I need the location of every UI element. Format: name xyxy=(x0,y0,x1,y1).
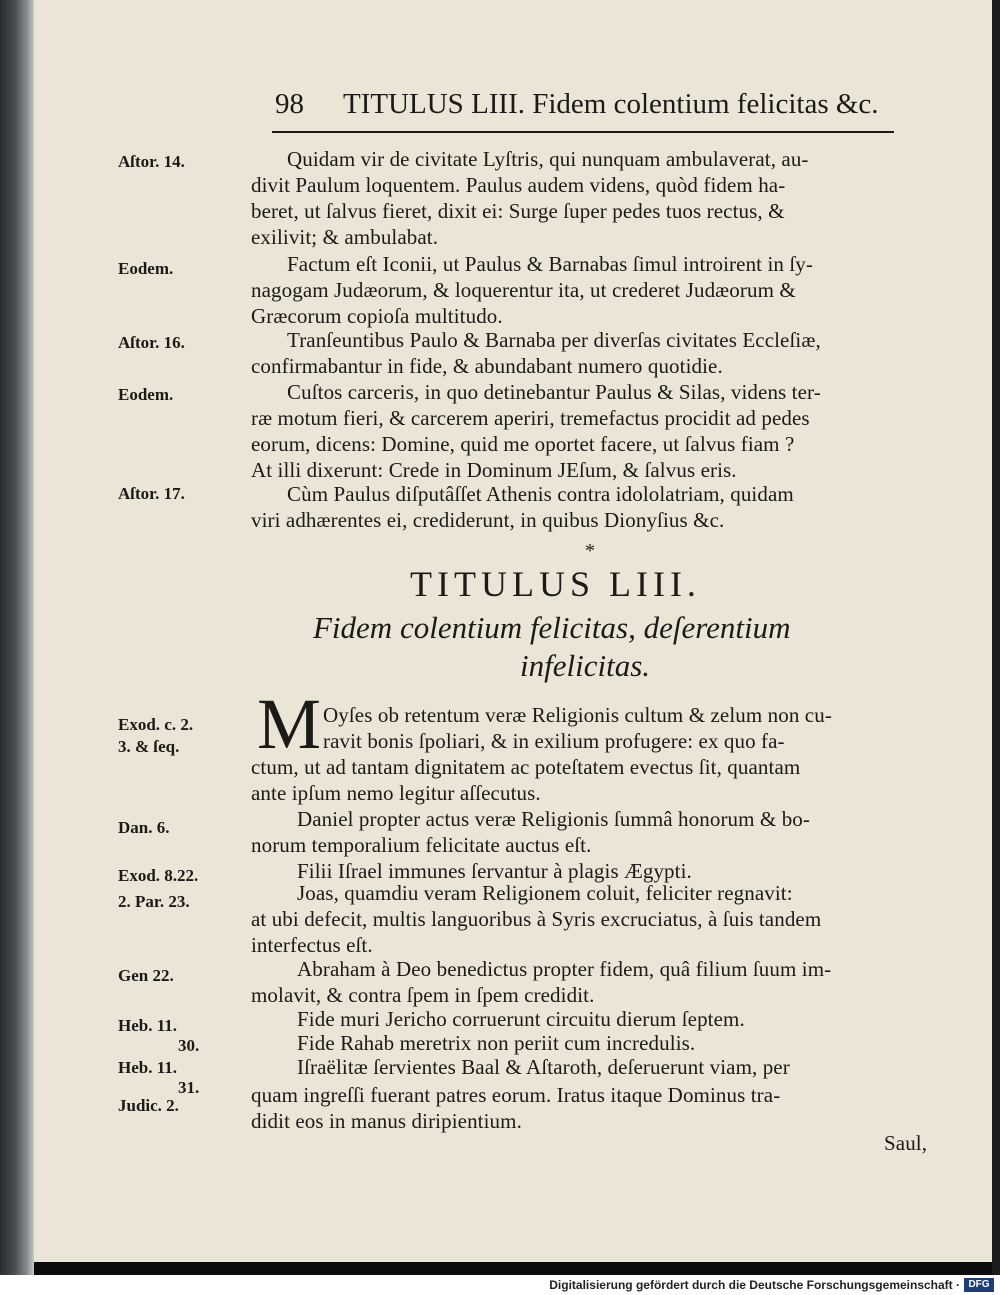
text-line: nagogam Judæorum, & loquerentur ita, ut crederet Judæorum & xyxy=(251,278,796,302)
text-line: divit Paulum loquentem. Paulus audem videns, quòd fidem ha- xyxy=(251,173,786,197)
text-line: norum temporalium felicitate auctus eſt. xyxy=(251,833,592,857)
text-line: molavit, & contra ſpem in ſpem credidit. xyxy=(251,983,595,1007)
page-right-edge xyxy=(992,0,1000,1275)
text-line: beret, ut ſalvus fieret, dixit ei: Surge ſuper pedes tuos rectus, & xyxy=(251,199,785,223)
text-line: ræ motum fieri, & carcerem aperiri, tremefactus procidit ad pedes xyxy=(251,406,810,430)
margin-reference: Dan. 6. xyxy=(118,818,170,837)
margin-reference: Aſtor. 17. xyxy=(118,484,185,503)
footer-bar xyxy=(0,1275,1000,1295)
text-line: didit eos in manus diripientium. xyxy=(251,1109,522,1133)
text-line: Fide Rahab meretrix non periit cum incredulis. xyxy=(297,1031,696,1055)
text-line: Oyſes ob retentum veræ Religionis cultum & zelum non cu- xyxy=(323,703,832,727)
header-rule xyxy=(272,131,894,133)
text-line: Græcorum copioſa multitudo. xyxy=(251,304,503,328)
footer-funding-text: Digitalisierung gefördert durch die Deutsche Forschungsgemeinschaft · xyxy=(549,1278,960,1292)
text-line: Iſraëlitæ ſervientes Baal & Aſtaroth, deſeruerunt viam, per xyxy=(297,1055,790,1079)
margin-reference: Gen 22. xyxy=(118,966,174,985)
text-line: At illi dixerunt: Crede in Dominum JEſum, & ſalvus eris. xyxy=(251,458,737,482)
text-line: viri adhærentes ei, crediderunt, in quibus Dionyſius &c. xyxy=(251,508,725,532)
section-title: TITULUS LIII. xyxy=(410,564,701,604)
margin-reference: Heb. 11. xyxy=(118,1058,178,1077)
text-line: Daniel propter actus veræ Religionis ſummâ honorum & bo- xyxy=(297,807,811,831)
text-line: Factum eſt Iconii, ut Paulus & Barnabas ſimul introirent in ſy- xyxy=(287,252,813,276)
margin-reference: Exod. c. 2. xyxy=(118,715,194,734)
text-line: ravit bonis ſpoliari, & in exilium profugere: ex quo fa- xyxy=(323,729,785,753)
text-line: Cuſtos carceris, in quo detinebantur Paulus & Silas, videns ter- xyxy=(287,380,821,404)
text-line: Abraham à Deo benedictus propter fidem, quâ filium ſuum im- xyxy=(297,957,832,981)
text-line: exilivit; & ambulabat. xyxy=(251,225,439,249)
title-asterisk: * xyxy=(585,540,595,562)
catchword: Saul, xyxy=(884,1131,928,1155)
text-line: confirmabantur in fide, & abundabant numero quotidie. xyxy=(251,354,723,378)
text-line: Cùm Paulus diſputâſſet Athenis contra idololatriam, quidam xyxy=(287,482,794,506)
dfg-logo-icon: DFG xyxy=(964,1278,994,1292)
margin-reference: Judic. 2. xyxy=(118,1096,179,1115)
text-line: Tranſeuntibus Paulo & Barnaba per diverſas civitates Eccleſiæ, xyxy=(287,328,821,352)
text-line: Quidam vir de civitate Lyſtris, qui nunquam ambulaverat, au- xyxy=(287,147,809,171)
page-number: 98 xyxy=(275,88,304,120)
text-line: quam ingreſſi fuerant patres eorum. Iratus itaque Dominus tra- xyxy=(251,1083,781,1107)
text-line: eorum, dicens: Domine, quid me oportet facere, ut ſalvus fiam ? xyxy=(251,432,795,456)
section-subtitle-line1: Fidem colentium felicitas, deſerentium xyxy=(313,610,791,645)
margin-reference: Eodem. xyxy=(118,259,174,278)
text-line: interfectus eſt. xyxy=(251,933,373,957)
section-subtitle-line2: infelicitas. xyxy=(520,648,651,683)
drop-cap-letter: M xyxy=(257,684,322,764)
book-spine-edge xyxy=(0,0,34,1275)
text-line: Joas, quamdiu veram Religionem coluit, feliciter regnavit: xyxy=(297,881,793,905)
margin-reference: 30. xyxy=(178,1036,200,1055)
margin-reference: Aſtor. 16. xyxy=(118,333,185,352)
margin-reference: Heb. 11. xyxy=(118,1016,178,1035)
text-line: Filii Iſrael immunes ſervantur à plagis Ægypti. xyxy=(297,859,692,883)
margin-reference: 3. & ſeq. xyxy=(118,737,180,756)
margin-reference: 2. Par. 23. xyxy=(118,892,190,911)
margin-reference: Aſtor. 14. xyxy=(118,152,185,171)
text-line: ctum, ut ad tantam dignitatem ac poteſtatem evectus ſit, quantam xyxy=(251,755,801,779)
margin-reference: 31. xyxy=(178,1078,200,1097)
text-line: ante ipſum nemo legitur aſſecutus. xyxy=(251,781,541,805)
margin-reference: Eodem. xyxy=(118,385,174,404)
text-line: Fide muri Jericho corruerunt circuitu dierum ſeptem. xyxy=(297,1007,745,1031)
running-title: TITULUS LIII. Fidem colentium felicitas &c. xyxy=(343,88,879,120)
margin-reference: Exod. 8.22. xyxy=(118,866,199,885)
text-line: at ubi defecit, multis languoribus à Syris excruciatus, à ſuis tandem xyxy=(251,907,822,931)
